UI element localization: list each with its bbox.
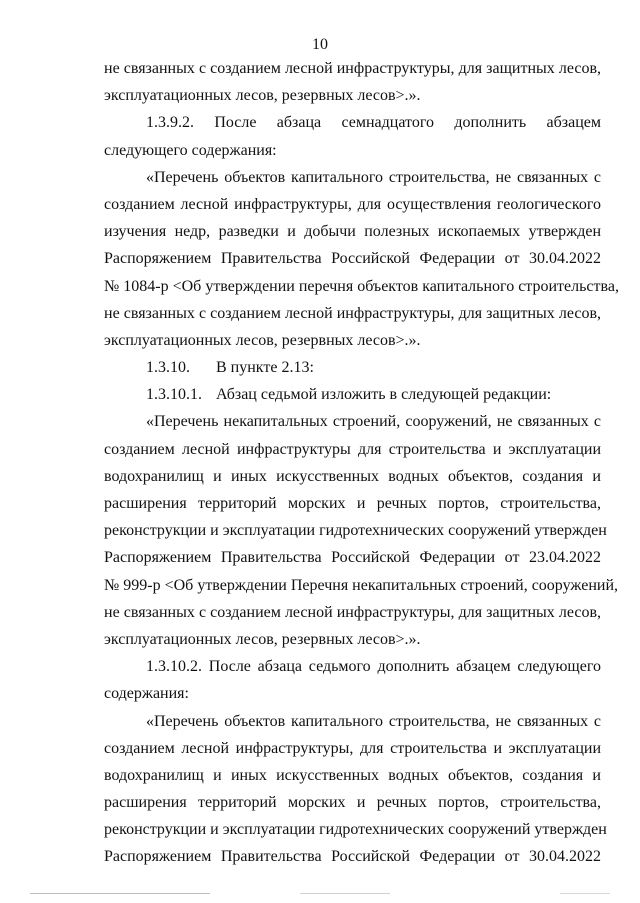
line-11: эксплуатационных лесов, резервных лесов>.». bbox=[104, 331, 421, 349]
line-25: «Перечень объектов капитального строительства, не связанных с bbox=[146, 712, 601, 730]
line-26: созданием лесной инфраструктуры, для строительства и эксплуатации bbox=[104, 739, 601, 757]
line-2: эксплуатационных лесов, резервных лесов>.». bbox=[104, 87, 421, 105]
line-6: созданием лесной инфраструктуры, для осуществления геологического bbox=[104, 195, 601, 213]
line-1: не связанных с созданием лесной инфраструктуры, для защитных лесов, bbox=[104, 60, 601, 77]
section-text-1-3-10: В пункте 2.13: bbox=[216, 359, 314, 377]
line-28: расширения территорий морских и речных портов, строительства, bbox=[104, 794, 601, 812]
section-number-1-3-10-1: 1.3.10.1. bbox=[146, 386, 202, 404]
page-number: 10 bbox=[312, 36, 328, 53]
line-23: 1.3.10.2. После абзаца седьмого дополнить абзацем следующего bbox=[146, 658, 601, 676]
section-number-1-3-10: 1.3.10. bbox=[146, 359, 190, 377]
line-30: Распоряжением Правительства Российской Федерации от 30.04.2022 bbox=[104, 848, 601, 866]
line-18: реконструкции и эксплуатации гидротехнических сооружений утвержден bbox=[104, 522, 607, 540]
line-7: изучения недр, разведки и добычи полезных ископаемых утвержден bbox=[104, 223, 601, 241]
line-15: созданием лесной инфраструктуры для строительства и эксплуатации bbox=[104, 440, 601, 458]
line-24: содержания: bbox=[104, 685, 189, 703]
line-5: «Перечень объектов капитального строительства, не связанных с bbox=[146, 168, 601, 186]
line-8: Распоряжением Правительства Российской Федерации от 30.04.2022 bbox=[104, 250, 601, 268]
line-17: расширения территорий морских и речных портов, строительства, bbox=[104, 495, 601, 512]
section-text-1-3-10-1: Абзац седьмой изложить в следующей редакции: bbox=[216, 386, 552, 404]
line-14: «Перечень некапитальных строений, сооружений, не связанных с bbox=[146, 413, 601, 431]
footer-divider bbox=[0, 893, 640, 894]
document-body bbox=[104, 55, 619, 871]
line-9: № 1084-р <Об утверждении перечня объектов капитального строительства, bbox=[104, 277, 619, 295]
line-13 bbox=[104, 381, 601, 408]
line-27: водохранилищ и иных искусственных водных объектов, создания и bbox=[104, 766, 601, 784]
line-16: водохранилищ и иных искусственных водных объектов, создания и bbox=[104, 467, 601, 485]
line-19: Распоряжением Правительства Российской Федерации от 23.04.2022 bbox=[104, 549, 601, 567]
line-21: не связанных с созданием лесной инфраструктуры, для защитных лесов, bbox=[104, 603, 601, 621]
line-22: эксплуатационных лесов, резервных лесов>.». bbox=[104, 630, 421, 648]
line-12 bbox=[104, 354, 601, 381]
line-3: 1.3.9.2. После абзаца семнадцатого дополнить абзацем bbox=[146, 114, 601, 132]
line-20: № 999-р <Об утверждении Перечня некапитальных строений, сооружений, bbox=[104, 576, 618, 594]
line-4: следующего содержания: bbox=[104, 141, 277, 159]
line-10: не связанных с созданием лесной инфраструктуры, для защитных лесов, bbox=[104, 304, 601, 322]
line-29: реконструкции и эксплуатации гидротехнических сооружений утвержден bbox=[104, 821, 607, 839]
